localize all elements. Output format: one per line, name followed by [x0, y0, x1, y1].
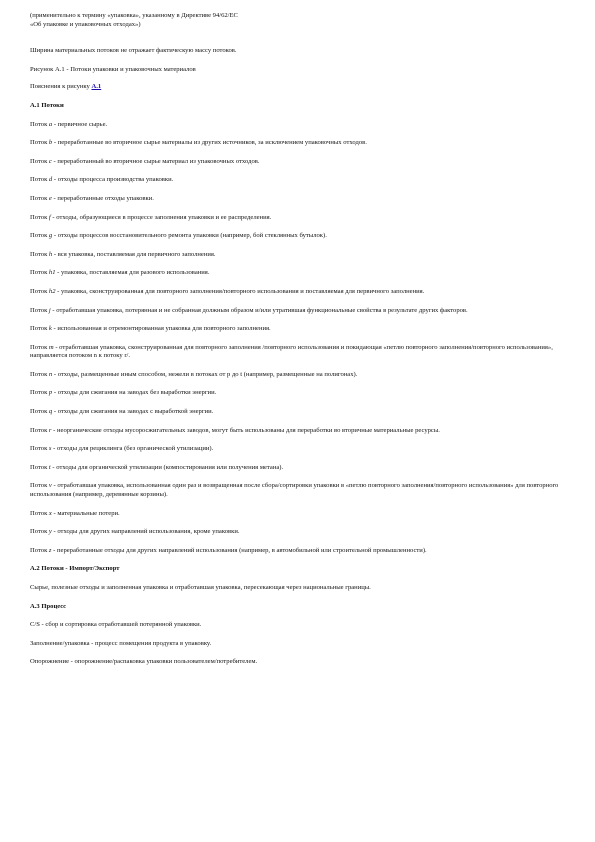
- flow-text: - упаковка, сконструированная для повторного заполнения/повторного использования и поставляемая для первичного заполнения.: [55, 287, 425, 295]
- section-paragraph: Опорожнение - опорожнение/распаковка упаковки пользователем/потребителем.: [30, 658, 258, 666]
- flow-letter: v: [48, 482, 52, 490]
- explanation-line: [30, 83, 564, 92]
- flow-text: - переработанный во вторичное сырье материал из упаковочных отходов.: [51, 157, 260, 165]
- flow-item: [30, 269, 564, 278]
- flow-text: - отходы, образующиеся в процессе заполнения упаковки и ее распределения.: [50, 213, 272, 221]
- flow-key: Поток: [30, 408, 49, 416]
- flow-key: Поток: [30, 139, 49, 147]
- flow-text: - упаковка, поставляемая для разового использования.: [55, 269, 210, 277]
- flow-item: [30, 325, 564, 334]
- flow-key: Поток: [30, 546, 49, 554]
- explanation-prefix: Пояснения к рисунку: [30, 83, 92, 91]
- flow-key: Поток: [30, 213, 49, 221]
- flow-letter: f: [48, 213, 51, 221]
- flow-item: [30, 232, 564, 241]
- flow-text: - неорганические отходы мусоросжигательных заводов, могут быть использованы для переработки во вторичные материальные ресурсы.: [51, 426, 440, 434]
- flow-text: - отходы для рециклинга (без органической утилизации).: [51, 445, 214, 453]
- flow-letter: e: [48, 194, 52, 202]
- flow-letter: d: [48, 176, 53, 184]
- section-paragraph: Заполнение/упаковка - процесс помещения продукта в упаковку.: [30, 639, 212, 647]
- flow-item: [30, 195, 564, 204]
- flow-key: Поток: [30, 445, 49, 453]
- flow-item: [30, 464, 564, 473]
- flow-item: [30, 528, 564, 537]
- flow-key: Поток: [30, 482, 49, 490]
- document-page: [30, 12, 564, 667]
- flow-key: Поток: [30, 463, 49, 471]
- flow-key: Поток: [30, 306, 49, 314]
- flow-item: [30, 121, 564, 130]
- flow-key: Поток: [30, 250, 49, 258]
- flow-key: Поток: [30, 370, 49, 378]
- flow-item: [30, 510, 564, 519]
- flow-item: [30, 214, 564, 223]
- flow-letter: m: [48, 343, 54, 351]
- flow-key: Поток: [30, 157, 49, 165]
- flow-item: [30, 547, 564, 556]
- flow-item: [30, 482, 564, 499]
- intro-line-1: (применительно к термину «упаковка», указанному в Директиве 94/62/ЕС: [30, 12, 238, 19]
- flow-key: Поток: [30, 426, 49, 434]
- figure-caption: Рисунок А.1 - Потоки упаковки и упаковочных материалов: [30, 65, 196, 73]
- section-paragraph: Сырье, полезные отходы и заполненная упаковка и отработавшая упаковка, пересекающая через национальные границы.: [30, 584, 371, 591]
- flow-item: [30, 139, 564, 148]
- flow-key: Поток: [30, 269, 49, 277]
- flow-letter: y: [48, 528, 52, 536]
- flow-text: - отходы для других направлений использования, кроме упаковки.: [51, 528, 240, 536]
- section-paragraph: C/S - сбор и сортировка отработавшей потерянной упаковки.: [30, 621, 202, 629]
- flow-key: Поток: [30, 343, 49, 351]
- flow-text: - отходы, размещенные иным способом, нежели в потоках от p до t (например, размещенные на полигонах).: [52, 370, 358, 378]
- flow-key: Поток: [30, 528, 49, 536]
- flow-text: - использованная и отремонтированная упаковка для повторного заполнения.: [51, 325, 271, 333]
- flow-item: [30, 408, 564, 417]
- flow-letter: q: [48, 408, 53, 416]
- section-heading: А.2 Потоки - Импорт/Экспорт: [30, 565, 120, 573]
- flow-letter: n: [48, 370, 53, 378]
- flow-text: - отходы для органической утилизации (компостирования или получения метана).: [50, 463, 284, 471]
- flow-letter: b: [48, 139, 53, 147]
- flow-letter: j: [48, 306, 51, 314]
- flow-letter: a: [48, 120, 53, 128]
- flow-text: - переработанные отходы упаковки.: [51, 194, 154, 202]
- flow-letter: g: [48, 232, 53, 240]
- flow-key: Поток: [30, 194, 49, 202]
- flow-key: Поток: [30, 232, 49, 240]
- flow-text: - отработавшая упаковка, сконструированная для повторного заполнения /повторного использования и покидающая «петлю повторного заполнения/повторного использования», направляется потоком n к потоку r/.: [30, 343, 553, 360]
- flow-letter: p: [48, 389, 53, 397]
- flow-item: [30, 389, 564, 398]
- flow-letter: x: [48, 509, 52, 517]
- flow-item: [30, 158, 564, 167]
- intro-line-2: «Об упаковке и упаковочных отходах»): [30, 20, 141, 28]
- flow-item: [30, 371, 564, 380]
- flow-item: [30, 176, 564, 185]
- section-heading: А.3 Процесс: [30, 602, 67, 610]
- flow-text: - отработавшая упаковка, потерянная и не собранная должным образом и/или утратившая функциональные свойства в результате других факторов.: [50, 306, 468, 314]
- section-heading: А.1 Потоки: [30, 101, 64, 109]
- flow-item: [30, 427, 564, 436]
- flow-text: - отходы процесса производства упаковки.: [52, 176, 174, 184]
- figure-a1-link[interactable]: А.1: [91, 83, 102, 91]
- flow-letter: z: [48, 546, 52, 554]
- flow-letter: h1: [48, 269, 56, 277]
- flow-item: [30, 288, 564, 297]
- flow-item: [30, 344, 564, 361]
- flow-letter: h: [48, 250, 53, 258]
- flow-text: - материальные потери.: [51, 509, 120, 517]
- flow-letter: h2: [48, 287, 56, 295]
- flow-text: - переработанные отходы для других направлений использования (например, в автомобильной или строительной промышленности).: [51, 546, 427, 554]
- flow-text: - первичное сырье.: [52, 120, 108, 128]
- intro-block: [30, 12, 564, 29]
- sections-container: [30, 92, 564, 667]
- flow-key: Поток: [30, 120, 49, 128]
- flow-item: [30, 445, 564, 454]
- flow-letter: c: [48, 157, 52, 165]
- flow-key: Поток: [30, 176, 49, 184]
- figure-note: Ширина материальных потоков не отражает фактическую массу потоков.: [30, 47, 237, 55]
- flow-key: Поток: [30, 389, 49, 397]
- flow-text: - отработавшая упаковка, использованная один раз и возвращенная после сбора/сортировки упаковки в «петлю повторного заполнения/повторного использования» для повторного использования (например, деревянные корзины).: [30, 482, 559, 499]
- flow-letter: k: [48, 325, 52, 333]
- flow-key: Поток: [30, 509, 49, 517]
- flow-letter: s: [48, 445, 52, 453]
- flow-letter: t: [48, 463, 51, 471]
- flow-key: Поток: [30, 287, 49, 295]
- flow-item: [30, 251, 564, 260]
- flow-key: Поток: [30, 325, 49, 333]
- flow-text: - отходы для сжигания на заводах без выработки энергии.: [52, 389, 217, 397]
- flow-text: - переработанные во вторичное сырье материалы из других источников, за исключением упаковочных отходов.: [52, 139, 367, 147]
- flow-text: - отходы процессов восстановительного ремонта упаковки (например, бой стеклянных бутылок).: [52, 232, 327, 240]
- flow-item: [30, 307, 564, 316]
- flow-text: - отходы для сжигания на заводах с выработкой энергии.: [52, 408, 214, 416]
- flow-letter: r: [48, 426, 52, 434]
- flow-text: - вся упаковка, поставляемая для первичного заполнения.: [52, 250, 216, 258]
